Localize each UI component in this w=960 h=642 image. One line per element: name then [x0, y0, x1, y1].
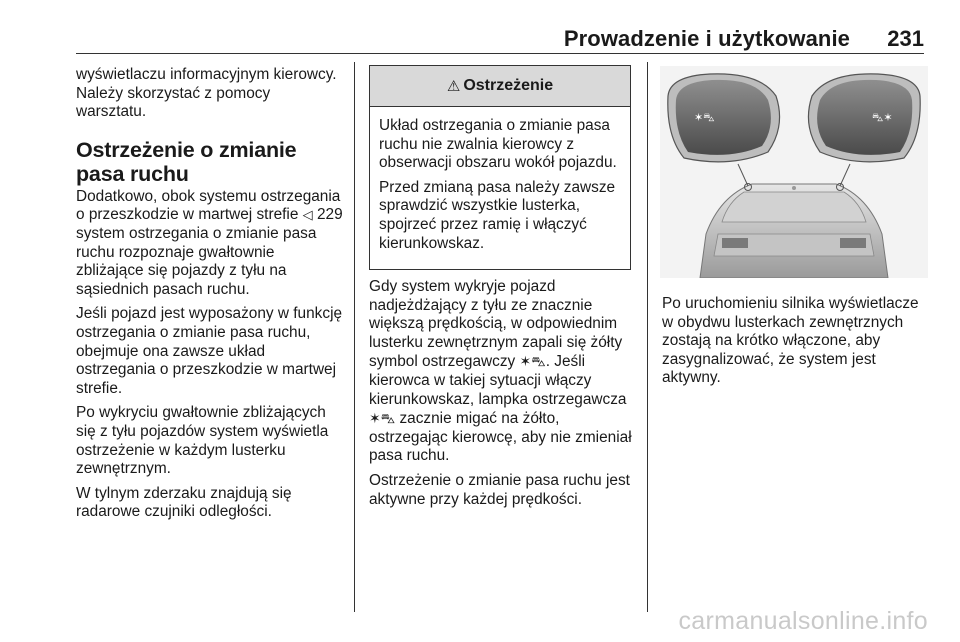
- paragraph-1-text-a: Dodatkowo, obok systemu ostrzegania o przeszkodzie w martwej strefie: [76, 187, 341, 224]
- lane-change-warning-icon: ✶⛍: [369, 410, 396, 427]
- paragraph-7: Po uruchomieniu silnika wyświetlacze w obydwu lusterkach zewnętrznych zostają na krótko włączone, aby zasygnalizować, że system jest aktywny.: [662, 295, 919, 387]
- header-rule: [76, 53, 924, 54]
- warning-title: Ostrzeżenie: [463, 77, 554, 94]
- column-2: [369, 278, 633, 515]
- paragraph-5: [369, 278, 633, 466]
- lane-change-warning-icon: ✶⛍: [519, 353, 546, 370]
- page-header: [0, 0, 960, 60]
- paragraph-1: [76, 188, 344, 300]
- warning-paragraph-2: Przed zmianą pasa należy zawsze sprawdzić wszystkie lusterka, spojrzeć przez ramię i włączyć kierunkowskaz.: [379, 178, 616, 252]
- paragraph-6: Ostrzeżenie o zmianie pasa ruchu jest aktywne przy każdej prędkości.: [369, 471, 630, 508]
- paragraph-2: Jeśli pojazd jest wyposażony w funkcję ostrzegania o zmianie pasa ruchu, obejmuje ona zawsze układ ostrzegania o przeszkodzie w martwej strefie.: [76, 305, 343, 397]
- svg-text:✶⛍: ✶⛍: [694, 111, 715, 124]
- section-title: Ostrzeżenie o zmianie pasa ruchu: [76, 137, 297, 186]
- page-title: Prowadzenie i użytkowanie: [563, 26, 850, 51]
- mirror-illustration: [660, 66, 928, 278]
- watermark: carmanualsonline.info: [678, 607, 928, 635]
- paragraph-1-text-b: 229 system ostrzegania o zmianie pasa ruchu rozpoznaje gwałtownie zbliżające się pojazdy z tyłu na sąsiednich pasach ruchu.: [76, 206, 343, 298]
- warning-triangle-icon: ⚠: [446, 78, 461, 95]
- column-divider-2: [647, 62, 648, 612]
- car-mirrors-illustration: [660, 66, 928, 278]
- continuation-paragraph: wyświetlaczu informacyjnym kierowcy. Należy skorzystać z pomocy warsztatu.: [76, 66, 337, 121]
- paragraph-5-text-b: . Jeśli kierowca w takiej sytuacji włączy kierunkowskaz, lampka ostrzegawcza: [369, 353, 627, 408]
- column-divider-1: [354, 62, 355, 612]
- paragraph-4: W tylnym zderzaku znajdują się radarowe czujniki odległości.: [76, 484, 292, 521]
- warning-header: [370, 66, 630, 107]
- warning-body: [370, 107, 630, 253]
- paragraph-3: Po wykryciu gwałtownie zbliżających się z tyłu pojazdów system wyświetla ostrzeżenie w każdym lusterku zewnętrznym.: [76, 404, 329, 478]
- paragraph-5-text-a: Gdy system wykryje pojazd nadjeżdżający z tyłu ze znacznie większą prędkością, w odpowiednim lusterku zewnętrznym zapali się żółty symbol ostrzegawczy: [369, 278, 623, 371]
- page-reference-arrow-icon: ◁: [302, 207, 313, 223]
- paragraph-5-text-c: zacznie migać na żółto, ostrzegając kierowcę, aby nie zmieniał pasa ruchu.: [369, 410, 632, 465]
- warning-box: [369, 65, 631, 270]
- warning-paragraph-1: Układ ostrzegania o zmianie pasa ruchu nie zwalnia kierowcy z obserwacji obszaru wokół pojazdu.: [379, 117, 617, 172]
- svg-text:⛍✶: ⛍✶: [872, 111, 893, 124]
- page-number: 231: [887, 26, 924, 51]
- column-1: [76, 66, 344, 528]
- column-3: [662, 295, 926, 394]
